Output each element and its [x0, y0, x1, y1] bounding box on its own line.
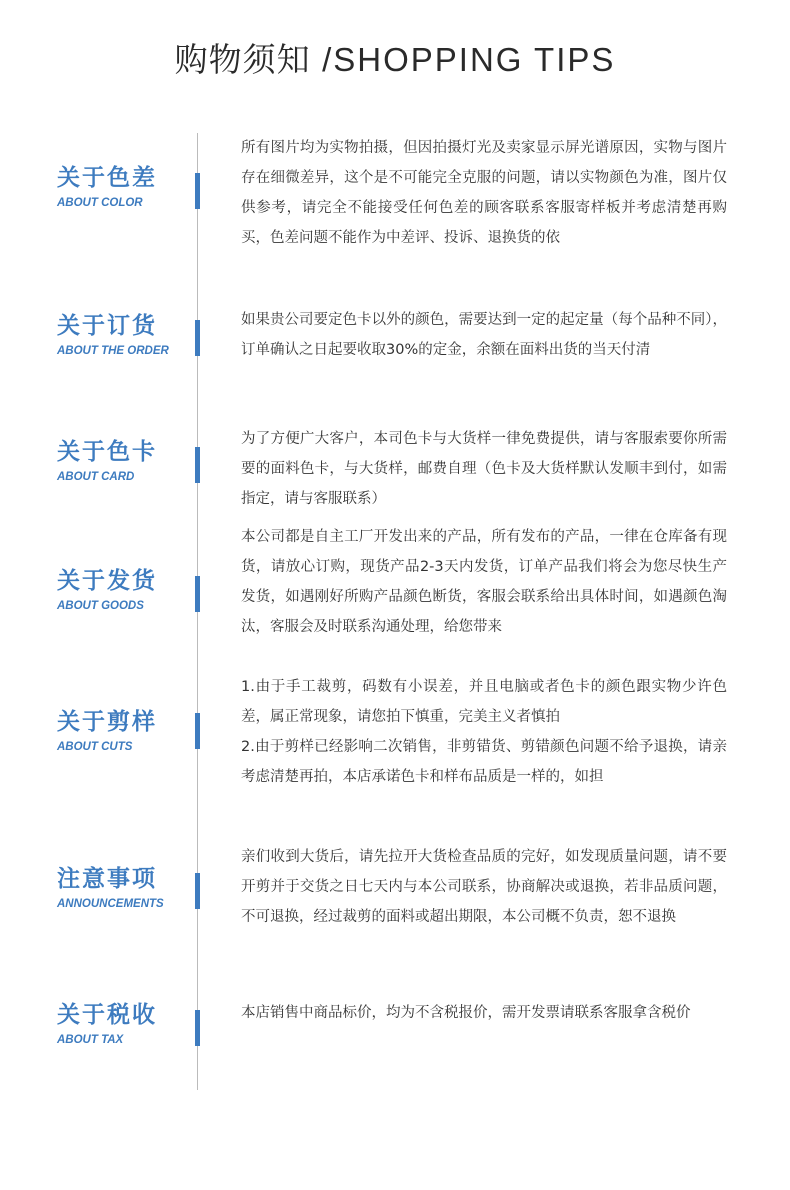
section-title-cn: 关于订货	[57, 313, 157, 339]
section-marker	[195, 873, 200, 909]
section-marker	[195, 1010, 200, 1046]
section-title-cn: 关于色差	[57, 165, 157, 191]
section-label	[57, 566, 157, 612]
section-paragraph: 2.由于剪样已经影响二次销售，非剪错货、剪错颜色问题不给予退换，请亲考虑清楚再拍，本店承诺色卡和样布品质是一样的，如担	[241, 739, 727, 785]
section-title-en: ABOUT COLOR	[57, 197, 143, 209]
section-paragraph: 亲们收到大货后，请先拉开大货检查品质的完好，如发现质量问题，请不要开剪并于交货之日七天内与本公司联系，协商解决或退换，若非品质问题，不可退换，经过裁剪的面料或超出期限，本公司概不负责，恕不退换	[241, 849, 727, 925]
page-title-cn: 购物须知	[174, 40, 311, 79]
section-marker	[195, 713, 200, 749]
section-title-en: ABOUT CARD	[57, 471, 135, 483]
section-title-cn: 注意事项	[57, 866, 157, 892]
section-paragraph: 如果贵公司要定色卡以外的颜色，需要达到一定的起定量（每个品种不同），订单确认之日起要收取30%的定金，余额在面料出货的当天付清	[241, 312, 727, 358]
section-paragraph: 1.由于手工裁剪，码数有小误差，并且电脑或者色卡的颜色跟实物少许色差，属正常现象，请您拍下慎重，完美主义者慎拍	[241, 679, 727, 725]
section-marker	[195, 447, 200, 483]
section-paragraph: 本店销售中商品标价，均为不含税报价，需开发票请联系客服拿含税价	[241, 1005, 691, 1021]
section-body	[241, 672, 727, 792]
section-body	[241, 522, 727, 642]
section-body	[241, 842, 727, 932]
section-paragraph: 所有图片均为实物拍摄，但因拍摄灯光及卖家显示屏光谱原因，实物与图片存在细微差异，这个是不可能完全克服的问题，请以实物颜色为准，图片仅供参考，请完全不能接受任何色差的顾客联系客服寄样板并考虑清楚再购买，色差问题不能作为中差评、投诉、退换货的依	[241, 140, 727, 246]
section-label	[57, 707, 157, 753]
section-title-cn: 关于发货	[57, 568, 157, 594]
section-marker	[195, 173, 200, 209]
section-body	[241, 133, 727, 253]
page-title-en: /SHOPPING TIPS	[322, 41, 616, 78]
section-title-en: ANNOUNCEMENTS	[57, 898, 164, 910]
section-body	[241, 998, 727, 1028]
section-title-cn: 关于剪样	[57, 709, 157, 735]
section-label	[57, 1000, 157, 1046]
section-title-en: ABOUT CUTS	[57, 741, 133, 753]
section-label	[57, 864, 164, 910]
section-label	[57, 163, 157, 209]
section-body	[241, 305, 727, 365]
section-title-en: ABOUT THE ORDER	[57, 345, 169, 357]
section-label	[57, 311, 169, 357]
section-marker	[195, 576, 200, 612]
section-title-cn: 关于税收	[57, 1002, 157, 1028]
section-paragraph: 为了方便广大客户，本司色卡与大货样一律免费提供，请与客服索要你所需要的面料色卡，与大货样，邮费自理（色卡及大货样默认发顺丰到付，如需指定，请与客服联系）	[241, 431, 727, 507]
section-paragraph: 本公司都是自主工厂开发出来的产品，所有发布的产品，一律在仓库备有现货，请放心订购，现货产品2-3天内发货，订单产品我们将会为您尽快生产发货，如遇刚好所购产品颜色断货，客服会联系给出具体时间，如遇颜色淘汰，客服会及时联系沟通处理，给您带来	[241, 529, 727, 635]
section-marker	[195, 320, 200, 356]
page-title	[0, 34, 790, 81]
section-title-cn: 关于色卡	[57, 439, 157, 465]
section-body	[241, 424, 727, 514]
section-title-en: ABOUT GOODS	[57, 600, 144, 612]
section-label	[57, 437, 157, 483]
section-title-en: ABOUT TAX	[57, 1034, 124, 1046]
